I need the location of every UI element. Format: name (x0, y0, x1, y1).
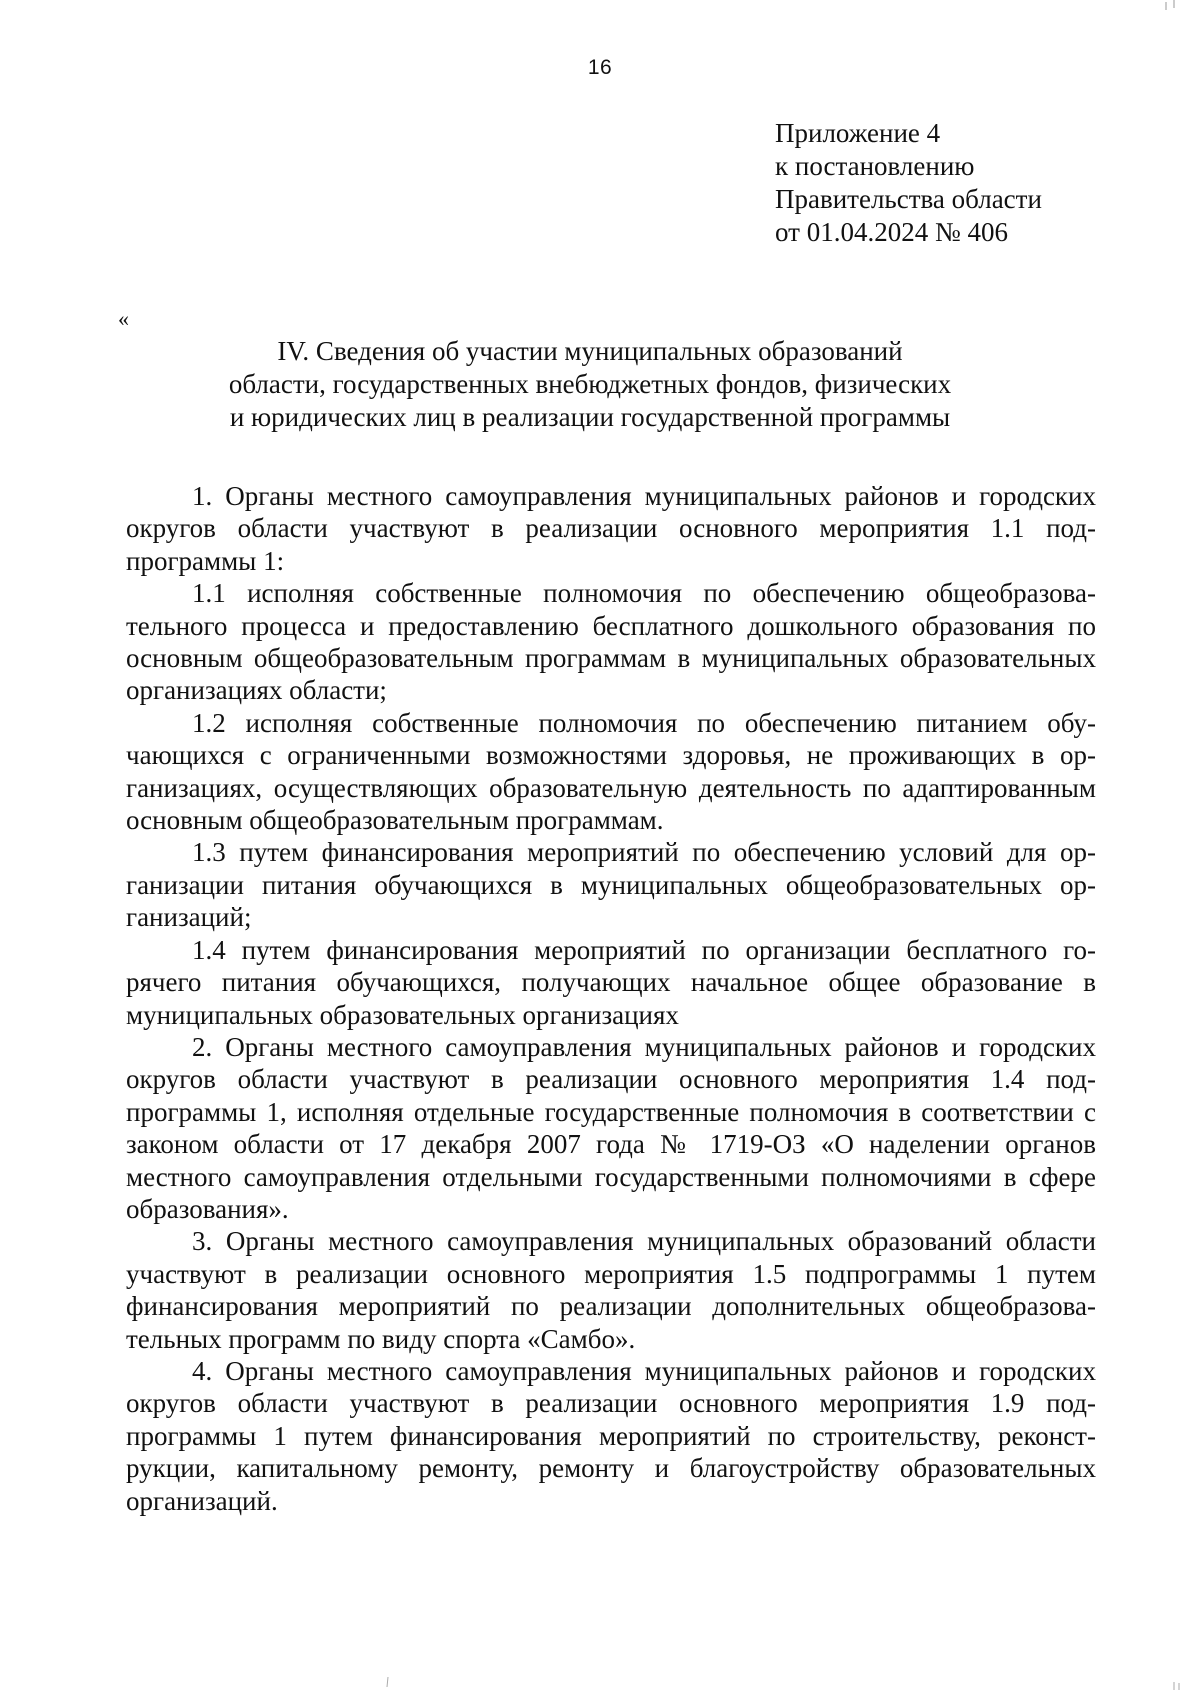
paragraph-3: 3. Органы местного самоуправления муниципальных образований области участвуют в реализации основного мероприятия 1.5 подпрограммы 1 путем финансирования мероприятий по реализации дополнительных общеобразовательных программ по виду спорта «Самбо». (126, 1226, 1096, 1354)
section-title-line-1: IV. Сведения об участии муниципальных образований (277, 336, 903, 366)
appendix-line-2: к постановлению (775, 151, 975, 181)
opening-quote-mark: « (118, 306, 129, 331)
section-title-line-2: области, государственных внебюджетных фондов, физических (228, 369, 952, 399)
paragraph-1-2: 1.2 исполняя собственные полномочия по обеспечению питанием обучающихся с ограниченными возможностями здоровья, не проживающих в организациях, осуществляющих образовательную деятельность по адаптированным основным общеобразовательным программам. (126, 707, 1096, 836)
section-title (130, 335, 1050, 434)
section-title-line-3: и юридических лиц в реализации государственной программы (229, 402, 951, 432)
document-body (126, 480, 1096, 1517)
paragraph-4: 4. Органы местного самоуправления муниципальных районов и городских округов области участвуют в реализации основного мероприятия 1.9 подпрограммы 1 путем финансирования мероприятий по строительству, реконструкции, капитальному ремонту, ремонту и благоустройству образовательных организаций. (126, 1355, 1096, 1516)
appendix-line-3: Правительства области (775, 184, 1042, 214)
page-number: 16 (587, 56, 613, 79)
paragraph-2: 2. Органы местного самоуправления муниципальных районов и городских округов области участвуют в реализации основного мероприятия 1.4 подпрограммы 1, исполняя отдельные государственные полномочия в соответствии с законом области от 17 декабря 2007 года № 1719-ОЗ «О наделении органов местного самоуправления отдельными государственными полномочиями в сфере образования». (126, 1031, 1096, 1224)
appendix-line-1: Приложение 4 (775, 118, 941, 148)
paragraph-1-4: 1.4 путем финансирования мероприятий по организации бесплатного горячего питания обучающихся, получающих начальное общее образование в муниципальных образовательных организациях (126, 934, 1096, 1030)
scan-artifact-bottom-right (1170, 1680, 1190, 1692)
appendix-header (775, 117, 1175, 249)
paragraph-1-1: 1.1 исполняя собственные полномочия по обеспечению общеобразовательного процесса и предоставлению бесплатного дошкольного образования по основным общеобразовательным программам в муниципальных образовательных организациях области; (126, 578, 1096, 706)
paragraph-1-3: 1.3 путем финансирования мероприятий по обеспечению условий для организации питания обучающихся в муниципальных общеобразовательных организаций; (126, 837, 1096, 933)
appendix-line-4: от 01.04.2024 № 406 (775, 217, 1008, 247)
paragraph-1: 1. Органы местного самоуправления муниципальных районов и городских округов области участвуют в реализации основного мероприятия 1.1 подпрограммы 1: (126, 481, 1096, 576)
scan-artifact-top-right (1160, 0, 1200, 14)
scan-artifact-bottom (385, 1676, 393, 1690)
